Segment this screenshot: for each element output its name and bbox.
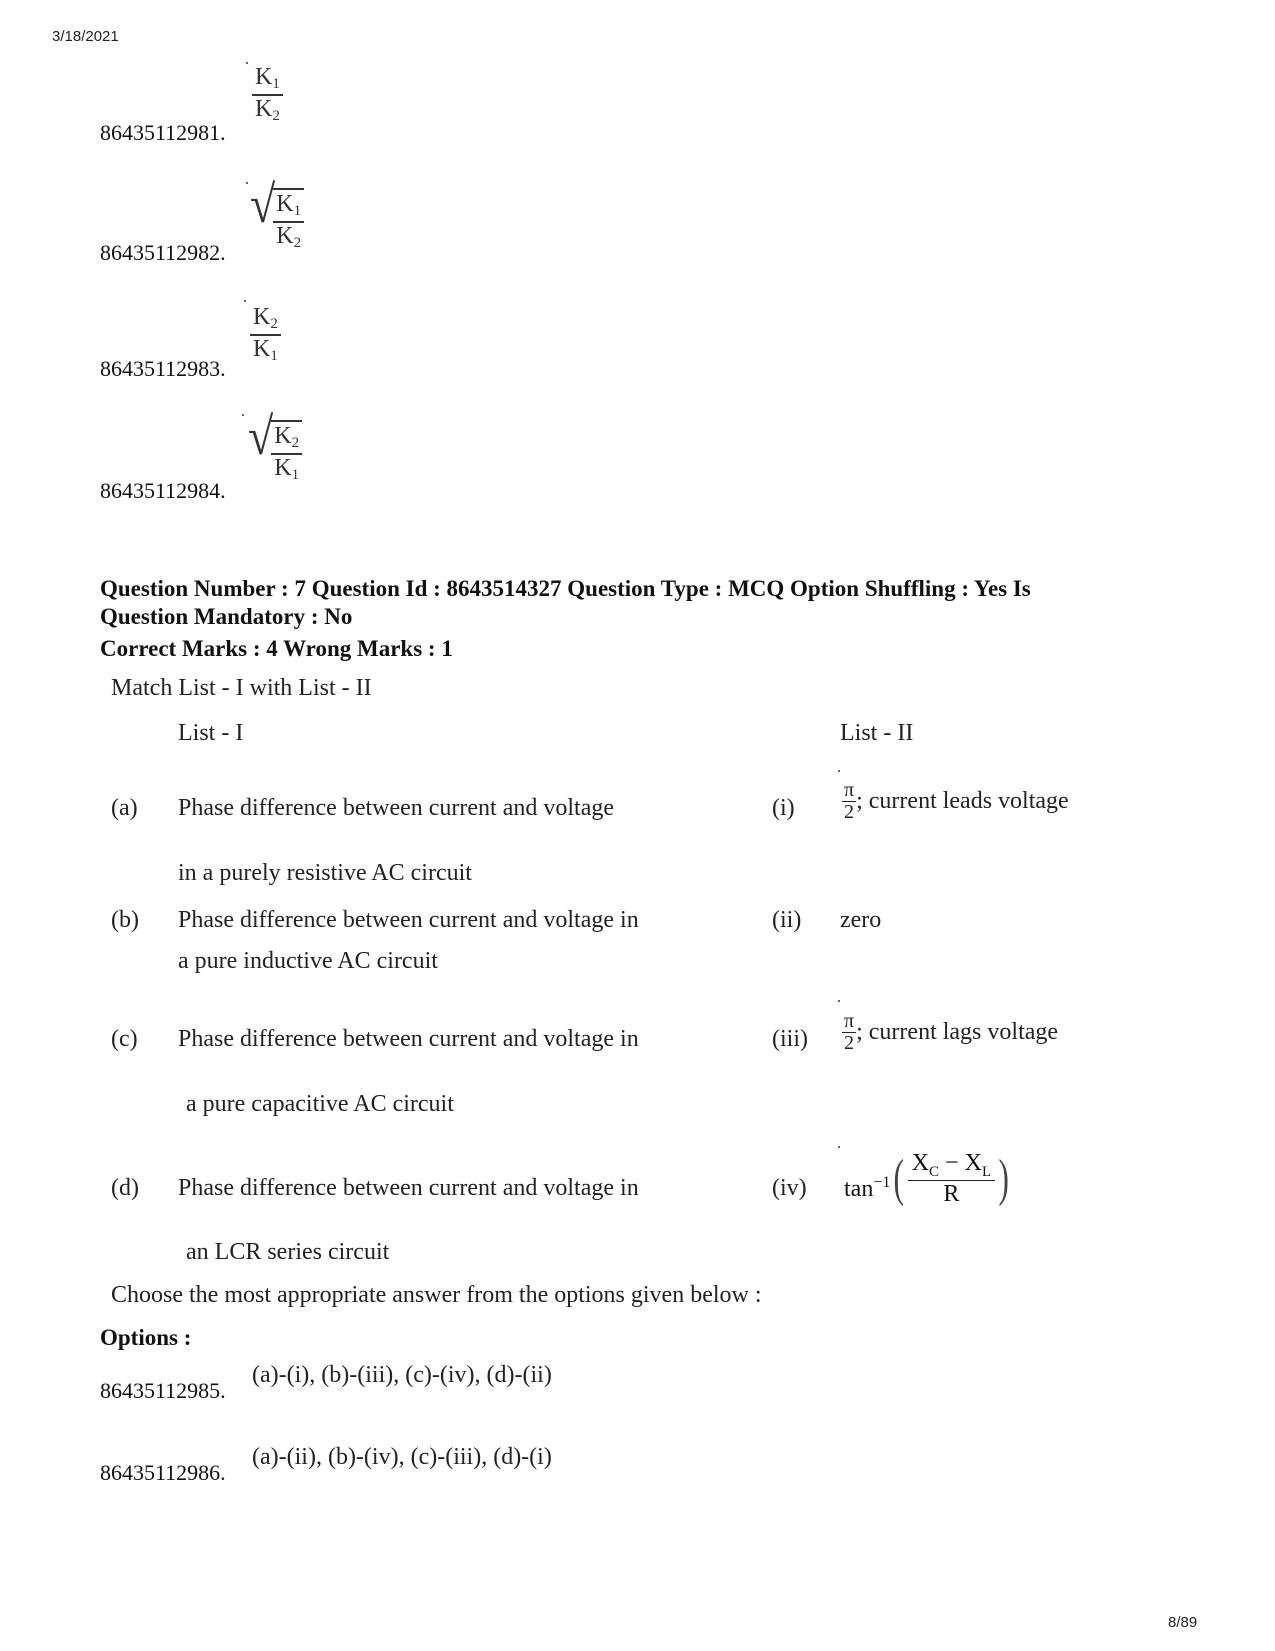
row-text: a pure inductive AC circuit <box>178 948 438 974</box>
question-marks: Correct Marks : 4 Wrong Marks : 1 <box>100 636 453 661</box>
answer-i: $\frac{\pi}{2}$ ; current leads voltage <box>844 779 1069 823</box>
sqrt-k2-over-k1: √ $\frac{K_2}{K_1}$ <box>248 420 302 484</box>
choose-instruction: Choose the most appropriate answer from the options given below : <box>111 1282 762 1308</box>
option-id: 86435112983. <box>100 356 226 381</box>
row-text: an LCR series circuit <box>186 1239 390 1265</box>
option-id: 86435112981. <box>100 120 226 145</box>
options-label: Options : <box>100 1325 192 1350</box>
answer-ii: zero <box>840 907 882 933</box>
question-meta: Question Number : 7 Question Id : 8643514327 Question Type : MCQ Option Shuffling : Yes Is <box>100 576 1031 601</box>
row-text: Phase difference between current and voltage in <box>178 907 639 933</box>
row-roman: (iv) <box>772 1175 807 1201</box>
row-roman: (ii) <box>772 907 802 933</box>
option-text: (a)-(i), (b)-(iii), (c)-(iv), (d)-(ii) <box>252 1362 552 1388</box>
answer-iii: $\frac{\pi}{2}$ ; current lags voltage <box>844 1010 1059 1054</box>
fraction-k2-over-k1: $\frac{K_2}{K_1}$ <box>250 305 281 365</box>
option-id: 86435112986. <box>100 1460 226 1485</box>
row-label: (d) <box>111 1175 139 1201</box>
row-text: Phase difference between current and voltage in <box>178 1026 639 1052</box>
row-text: Phase difference between current and voltage <box>178 795 615 821</box>
row-text: a pure capacitive AC circuit <box>186 1091 454 1117</box>
print-date: 3/18/2021 <box>52 28 119 45</box>
row-label: (a) <box>111 795 138 821</box>
sqrt-k1-over-k2: √ $\frac{K_1}{K_2}$ <box>250 188 304 252</box>
row-text: Phase difference between current and voltage in <box>178 1175 639 1201</box>
row-text: in a purely resistive AC circuit <box>178 860 472 886</box>
option-id: 86435112984. <box>100 478 226 503</box>
question-mandatory: Question Mandatory : No <box>100 604 353 629</box>
option-id: 86435112982. <box>100 240 226 265</box>
answer-iv: $\tan^{-1}$ ( $\frac{X_C - X_L}{R}$ ) <box>844 1149 1009 1208</box>
option-text: (a)-(ii), (b)-(iv), (c)-(iii), (d)-(i) <box>252 1444 552 1470</box>
row-label: (c) <box>111 1026 138 1052</box>
list2-header: List - II <box>840 720 914 746</box>
row-roman: (iii) <box>772 1026 808 1052</box>
row-roman: (i) <box>772 795 795 821</box>
option-id: 86435112985. <box>100 1378 226 1403</box>
fraction-k1-over-k2: $\frac{K_1}{K_2}$ <box>252 65 283 125</box>
row-label: (b) <box>111 907 139 933</box>
instruction: Match List - I with List - II <box>111 675 372 701</box>
list1-header: List - I <box>178 720 244 746</box>
page-number: 8/89 <box>1168 1614 1198 1631</box>
